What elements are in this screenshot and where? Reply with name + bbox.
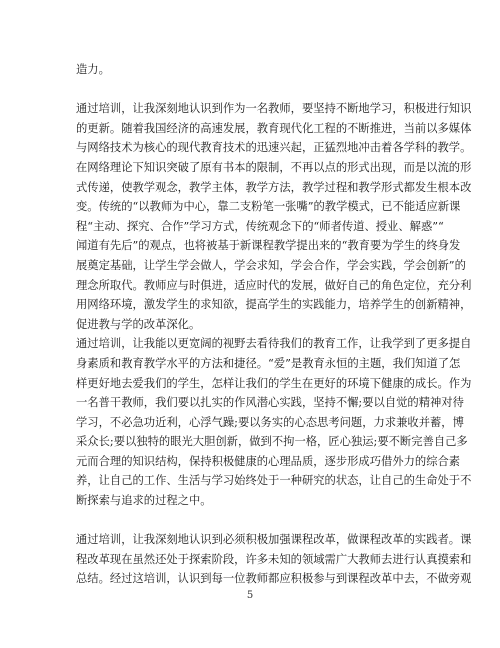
text-line: 通过培训，让我深刻地认识到作为一名教师，要坚持不断地学习，积极进行知识	[76, 102, 472, 116]
text-line: 通过培训，让我深刻地认识到必须积极加强课程改革，做课程改革的实践者。课	[76, 533, 472, 547]
text-line: 的更新。随着我国经济的高速发展，教育现代化工程的不断推进，当前以多媒体	[76, 121, 472, 135]
paragraph-2	[76, 99, 472, 334]
text-line: 养，让自己的工作、生活与学习始终处于一种研究的状态，让自己的生命处于不	[76, 474, 472, 488]
paragraph-4	[76, 530, 472, 589]
text-line: 元而合理的知识结构，保持积极健康的心理品质，逐步形成巧借外力的综合素	[76, 454, 461, 468]
text-line: 与网络技术为核心的现代教育技术的迅速兴起，正猛烈地冲击着各学科的教学。	[76, 141, 472, 155]
text-line: 断探索与追求的过程之中。	[76, 494, 212, 508]
text-line: 闻道有先后”的观点，也将被基于新课程教学提出来的“教育要为学生的终身发	[76, 239, 461, 253]
text-line: 促进教与学的改革深化。	[76, 317, 201, 331]
text-line: 式传递，使教学观念，教学主体，教学方法，教学过程和教学形式都发生根本改	[76, 180, 472, 194]
text-line: 学习，不必急功近利，心浮气躁;要以务实的心态思考问题，力求兼收并蓄，博	[76, 415, 464, 429]
text-line: 展奠定基础，让学生学会做人，学会求知，学会合作，学会实践，学会创新”的	[76, 258, 466, 272]
text-line: 程改革现在虽然还处于探索阶段，许多未知的领域需广大教师去进行认真摸索和	[76, 552, 472, 566]
text-line: 样更好地去爱我们的学生，怎样让我们的学生在更好的环境下健康的成长。作为	[76, 376, 472, 390]
text-line: 理念所取代。教师应与时俱进，适应时代的发展，做好自己的角色定位，充分利	[76, 278, 472, 292]
text-line: 采众长;要以独特的眼光大胆创新，做到不拘一格，匠心独运;要不断完善自己多	[76, 435, 468, 449]
paragraph-3	[76, 334, 472, 510]
page-number: 5	[246, 590, 254, 601]
body-text	[76, 60, 472, 589]
text-line: 变。传统的“以教师为中心，靠二支粉笔一张嘴”的教学模式，已不能适应新课	[76, 200, 461, 214]
text-line: 造力。	[76, 63, 110, 76]
text-line: 身素质和教育教学水平的方法和捷径。“爱”是教育永恒的主题，我们知道了怎	[76, 356, 461, 370]
text-line: 一名普干教师，我们要以扎实的作风潜心实践，坚持不懈;要以自觉的精神对待	[76, 396, 464, 410]
text-line: 总结。经过这培训，认识到每一位教师都应积极参与到课程改革中去，不做旁观	[76, 572, 472, 586]
text-line: 程“主动、探究、合作”学习方式，传统观念下的“师者传道、授业、解惑”“	[76, 219, 444, 233]
paragraph-gap	[76, 80, 426, 100]
text-line: 用网络环境，激发学生的求知欲，提高学生的实践能力，培养学生的创新精神，	[76, 298, 472, 312]
text-line: 在网络理论下知识突破了原有书本的限制，不再以点的形式出现，而是以流的形	[76, 160, 472, 174]
text-line: 通过培训，让我能以更宽阔的视野去看待我们的教育工作，让我学到了更多提自	[76, 337, 472, 351]
paragraph-gap	[76, 511, 426, 531]
paragraph-1	[76, 60, 426, 80]
